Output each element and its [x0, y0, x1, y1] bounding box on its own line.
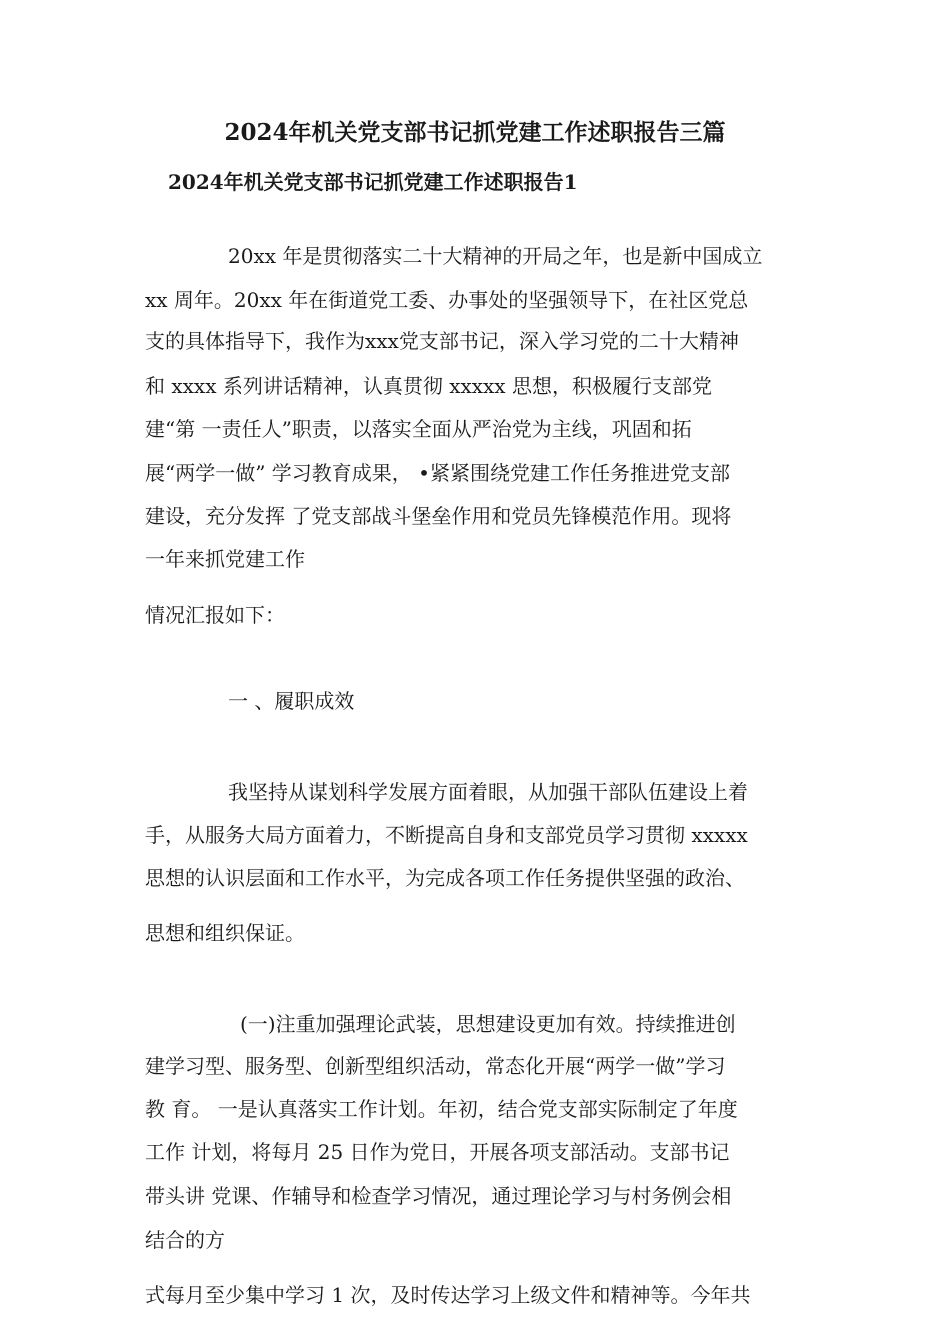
section-heading: 一 、履职成效 — [228, 689, 355, 713]
text-line: 思想和组织保证。 — [145, 921, 305, 945]
text-line: 支的具体指导下，我作为xxx党支部书记，深入学习党的二十大精神 — [145, 329, 739, 353]
text-line: 思想的认识层面和工作水平，为完成各项工作任务提供坚强的政治、 — [145, 866, 745, 890]
text-line: 展“两学一做” 学习教育成果， •紧紧围绕党建工作任务推进党支部 — [145, 461, 730, 485]
text-line: 一年来抓党建工作 — [145, 547, 305, 571]
text-line: 我坚持从谋划科学发展方面着眼，从加强干部队伍建设上着 — [228, 780, 748, 804]
text-line: 情况汇报如下： — [145, 603, 285, 627]
text-line: 教 育。 一是认真落实工作计划。年初，结合党支部实际制定了年度 — [145, 1097, 738, 1121]
text-line: 结合的方 — [145, 1228, 225, 1252]
text-line: 建“第 一责任人”职责，以落实全面从严治党为主线，巩固和拓 — [145, 417, 692, 441]
text-line: 建设，充分发挥 了党支部战斗堡垒作用和党员先锋模范作用。现将 — [145, 504, 732, 528]
text-line: 带头讲 党课、作辅导和检查学习情况，通过理论学习与村务例会相 — [145, 1184, 732, 1208]
text-line: 手，从服务大局方面着力，不断提高自身和支部党员学习贯彻 xxxxx — [145, 823, 748, 847]
document-title: 2024年机关党支部书记抓党建工作述职报告三篇 — [224, 119, 726, 146]
report-subtitle: 2024年机关党支部书记抓党建工作述职报告1 — [168, 170, 578, 194]
text-line: 工作 计划，将每月 25 日作为党日，开展各项支部活动。支部书记 — [145, 1140, 730, 1164]
text-line: (一)注重加强理论武装，思想建设更加有效。持续推进创 — [240, 1012, 736, 1036]
text-line: 建学习型、服务型、创新型组织活动，常态化开展“两学一做”学习 — [145, 1054, 726, 1078]
text-line: 和 xxxx 系列讲话精神，认真贯彻 xxxxx 思想，积极履行支部党 — [145, 374, 712, 398]
text-line: 20xx 年是贯彻落实二十大精神的开局之年，也是新中国成立 — [228, 244, 763, 268]
text-line: xx 周年。20xx 年在街道党工委、办事处的坚强领导下，在社区党总 — [145, 288, 749, 312]
text-line: 式每月至少集中学习 1 次，及时传达学习上级文件和精神等。今年共 — [145, 1283, 751, 1307]
